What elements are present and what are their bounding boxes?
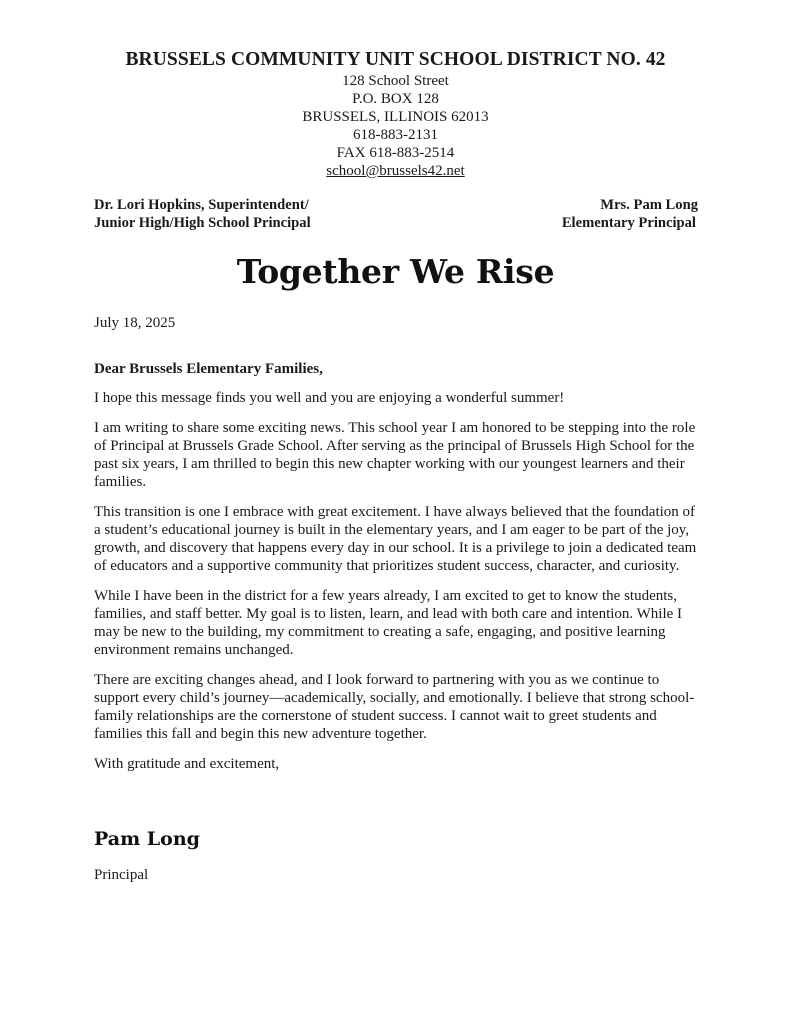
fax-number: FAX 618-883-2514 bbox=[336, 145, 455, 161]
closing-line: With gratitude and excitement, bbox=[94, 756, 280, 772]
phone-number: 618-883-2131 bbox=[353, 127, 438, 143]
paragraph-1: I hope this message finds you well and you are enjoying a wonderful summer! bbox=[94, 390, 565, 406]
superintendent-title: Junior High/High School Principal bbox=[94, 215, 311, 231]
letter-date: July 18, 2025 bbox=[94, 315, 176, 331]
elementary-principal-title: Elementary Principal bbox=[561, 215, 696, 231]
paragraph-4: While I have been in the district for a few years already, I am excited to get to know the students, families, and staff better. My goal is to listen, learn, and lead with both care and intention. While I may be new to the building, my commitment to creating a safe, engaging, and positive learning environment remains unchanged. bbox=[94, 588, 683, 658]
superintendent-name: Dr. Lori Hopkins, Superintendent/ bbox=[94, 197, 309, 213]
elementary-principal-block bbox=[562, 196, 698, 232]
elementary-principal-name: Mrs. Pam Long bbox=[600, 197, 698, 213]
paragraph-2: I am writing to share some exciting news. This school year I am honored to be stepping into the role of Principal at Brussels Grade School. After serving as the principal of Brussels High School for the past six years, I am thrilled to begin this new chapter working with our youngest learners and their families. bbox=[94, 420, 696, 490]
letterhead bbox=[0, 48, 791, 180]
email-link[interactable]: school@brussels42.net bbox=[326, 163, 465, 179]
street-address: 128 School Street bbox=[342, 73, 449, 89]
paragraph-5: There are exciting changes ahead, and I look forward to partnering with you as we continue to support every child’s journey—academically, socially, and emotionally. I believe that strong school-family relationships are the cornerstone of student success. I cannot wait to greet students and families this fall and begin this new adventure together. bbox=[94, 672, 695, 742]
superintendent-block bbox=[94, 196, 311, 232]
district-name: BRUSSELS COMMUNITY UNIT SCHOOL DISTRICT NO. 42 bbox=[125, 49, 666, 70]
signature-title: Principal bbox=[94, 867, 149, 883]
letter-body bbox=[94, 314, 702, 773]
signature-name: Pam Long bbox=[94, 828, 200, 850]
city-state-zip: BRUSSELS, ILLINOIS 62013 bbox=[302, 109, 489, 125]
salutation: Dear Brussels Elementary Families, bbox=[94, 361, 323, 377]
letter-banner-title: Together We Rise bbox=[236, 252, 555, 291]
po-box: P.O. BOX 128 bbox=[352, 91, 439, 107]
paragraph-3: This transition is one I embrace with great excitement. I have always believed that the foundation of a student’s educational journey is built in the elementary years, and I am eager to be part of the joy, growth, and discovery that happens every day in our school. It is a privilege to join a dedicated team of educators and a supportive community that prioritizes student success, character, and curiosity. bbox=[94, 504, 697, 574]
